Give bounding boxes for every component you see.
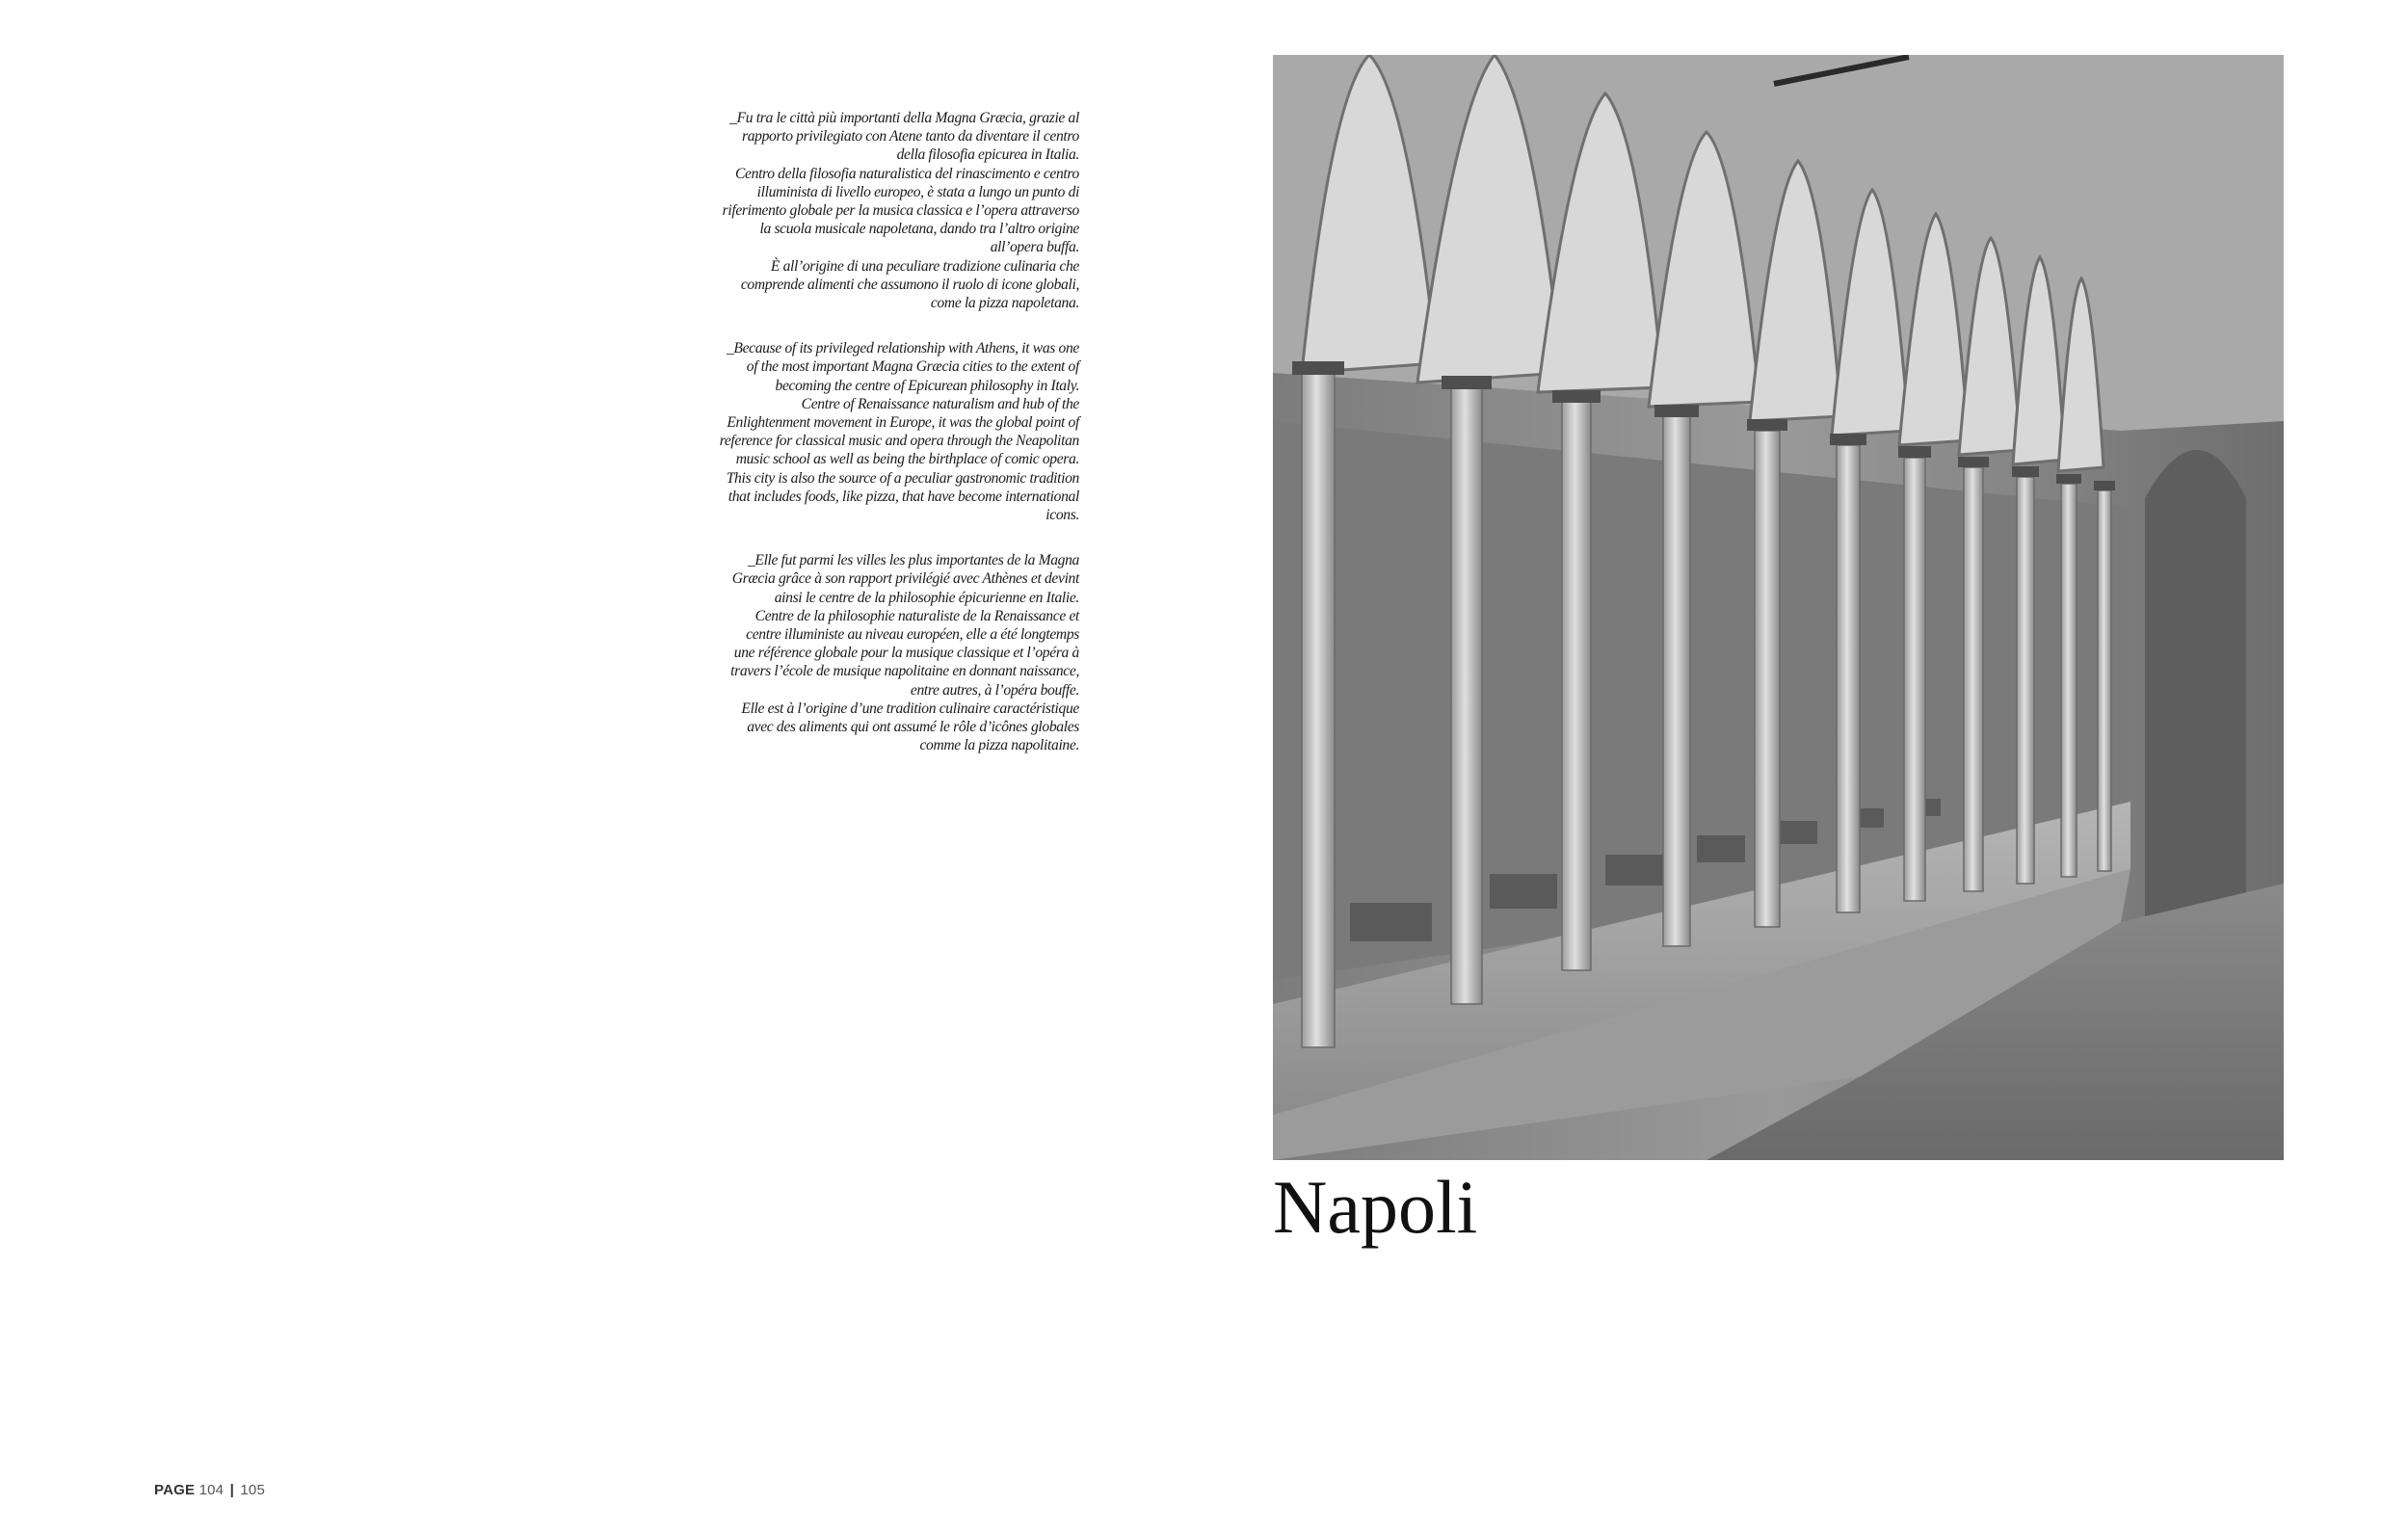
paragraph-english: _Because of its privileged relationship with Athens, it was one of the most important Magna Græcia cities to the extent of becoming the centre of Epicurean philosophy in Italy. Centre of Renaissance naturalism and hub of the Enlightenment movement in Europe, it was the global point of reference for classical music and opera through the Neapolitan music school as well as being the birthplace of comic opera. This city is also the source of a peculiar gastronomic tradition that includes foods, like pizza, that have become international icons. [719,340,1079,524]
page-number-left: 104 [198,1482,225,1498]
paragraph-italian: _Fu tra le città più importanti della Magna Græcia, grazie al rapporto privilegiato con Atene tanto da diventare il centro della filosofia epicurea in Italia. Centro della filosofia naturalistica del rinascimento e centro illuminista di livello europeo, è stata a lungo un punto di riferimento globale per la musica classica e l’opera attraverso la scuola musicale napoletana, dando tra l’altro origine all’opera buffa. È all’origine di una peculiare tradizione culinaria che comprende alimenti che assumono il ruolo di icone globali, come la pizza napoletana. [722,110,1079,312]
cloister-photo-graphic [1273,55,2284,1160]
cloister-photo [1273,55,2284,1160]
body-text-column [617,109,1079,782]
page-separator: | [229,1482,234,1498]
city-title: Napoli [1273,1165,1478,1249]
page-number-right: 105 [240,1482,266,1498]
paragraph-french: _Elle fut parmi les villes les plus importantes de la Magna Græcia grâce à son rapport privilégié avec Athènes et devint ainsi le centre de la philosophie épicurienne en Italie. Centre de la philosophie naturaliste de la Renaissance et centre illuministe au niveau européen, elle a été longtemps une référence globale pour la musique classique et l’opéra à travers l’école de musique napolitaine en donnant naissance, entre autres, à l’opéra bouffe. Elle est à l’origine d’une tradition culinaire caractéristique avec des aliments qui ont assumé le rôle d’icônes globales comme la pizza napolitaine. [730,552,1079,754]
page-footer [154,1482,265,1498]
page-label: PAGE [154,1482,196,1498]
